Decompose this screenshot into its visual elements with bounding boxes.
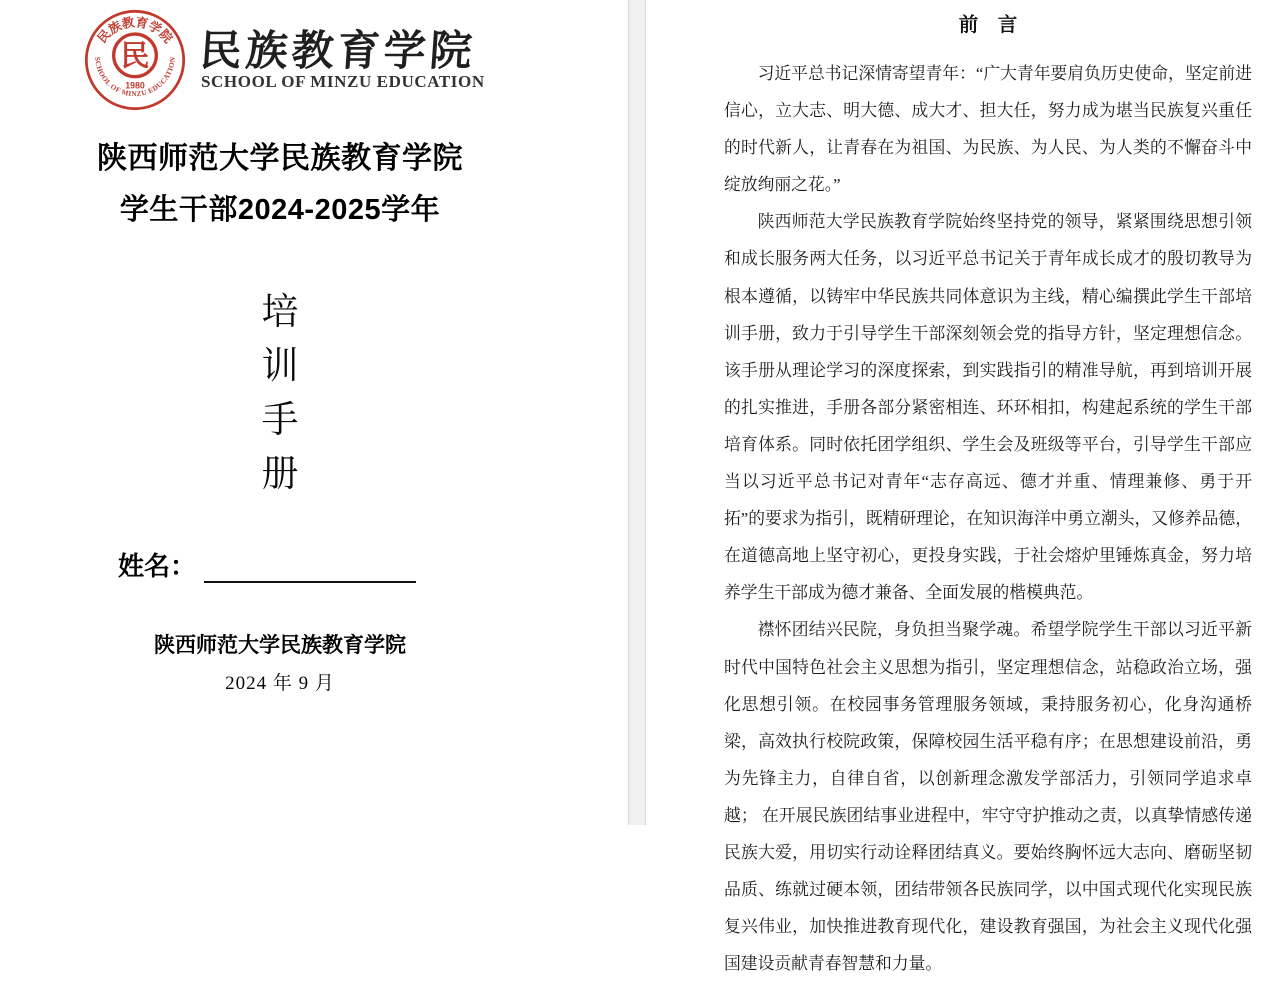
cover-footer-organization: 陕西师范大学民族教育学院 [154, 634, 406, 657]
preface-body [724, 55, 1252, 982]
booklet-char: 手 [261, 400, 299, 441]
preface-heading: 前 言 [958, 14, 1018, 36]
name-blank-line[interactable] [204, 553, 416, 583]
seal-year: 1980 [125, 80, 145, 91]
booklet-char: 训 [261, 346, 299, 387]
preface-page[interactable] [646, 0, 1280, 974]
seal-center-glyph: 民 [120, 40, 150, 73]
cover-page[interactable] [0, 0, 628, 825]
page-gap-divider [628, 0, 646, 825]
seal-ring-text-cn: 民族教育学院 [94, 15, 176, 46]
preface-paragraph: 陕西师范大学民族教育学院始终坚持党的领导，紧紧围绕思想引领和成长服务两大任务，以习近平总书记关于青年成长成才的殷切教导为根本遵循，以铸牢中华民族共同体意识为主线，精心编撰此学生干部培训手册，致力于引导学生干部深刻领会党的指导方针，坚定理想信念。该手册从理论学习的深度探索，到实践指引的精准导航，再到培训开展的扎实推进，手册各部分紧密相连、环环相扣，构建起系统的学生干部培育体系。同时依托团学组织、学生会及班级等平台，引导学生干部应当以习近平总书记对青年“志存高远、德才并重、情理兼修、勇于开拓”的要求为指引，既精研理论，在知识海洋中勇立潮头，又修养品德，在道德高地上坚守初心，更投身实践，于社会熔炉里锤炼真金，努力培养学生干部成为德才兼备、全面发展的楷模典范。 [724, 212, 1252, 603]
cover-title-line2: 学生干部2024-2025学年 [119, 194, 441, 226]
wordmark-chinese: 民族教育学院 [198, 29, 478, 75]
preface-paragraph: 襟怀团结兴民院，身负担当聚学魂。希望学院学生干部以习近平新时代中国特色社会主义思想为指引，坚定理想信念，站稳政治立场，强化思想引领。在校园事务管理服务领域，秉持服务初心，化身沟通桥梁，高效执行校院政策，保障校园生活平稳有序；在思想建设前沿，勇为先锋主力，自律自省，以创新理念激发学部活力，引领同学追求卓越； 在开展民族团结事业进程中，牢守守护推动之责，以真挚情感传递民族大爱，用切实行动诠释团结真义。要始终胸怀远大志向、磨砺坚韧品质、练就过硬本领，团结带领各民族同学，以中国式现代化实现民族复兴伟业，加快推进教育现代化，建设教育强国，为社会主义现代化强国建设贡献青春智慧和力量。 [724, 620, 1252, 974]
booklet-char: 培 [261, 292, 299, 333]
booklet-char: 册 [261, 454, 299, 495]
cover-title-line1: 陕西师范大学民族教育学院 [97, 142, 463, 175]
seal-ring-text-en: SCHOOL OF MINZU EDUCATION [93, 56, 177, 99]
name-row [118, 546, 416, 583]
preface-paragraph: 习近平总书记深情寄望青年：“广大青年要肩负历史使命，坚定前进信心，立大志、明大德、成大才、担大任，努力成为堪当民族复兴重任的时代新人，让青春在为祖国、为民族、为人民、为人类的不懈奋斗中绽放绚丽之花。” [724, 64, 1252, 195]
name-label: 姓名： [118, 551, 197, 581]
wordmark-english: SCHOOL OF MINZU EDUCATION [201, 72, 485, 91]
school-seal-logo [84, 9, 186, 111]
booklet-title-vertical [0, 294, 560, 510]
cover-footer-date: 2024 年 9 月 [225, 673, 335, 694]
